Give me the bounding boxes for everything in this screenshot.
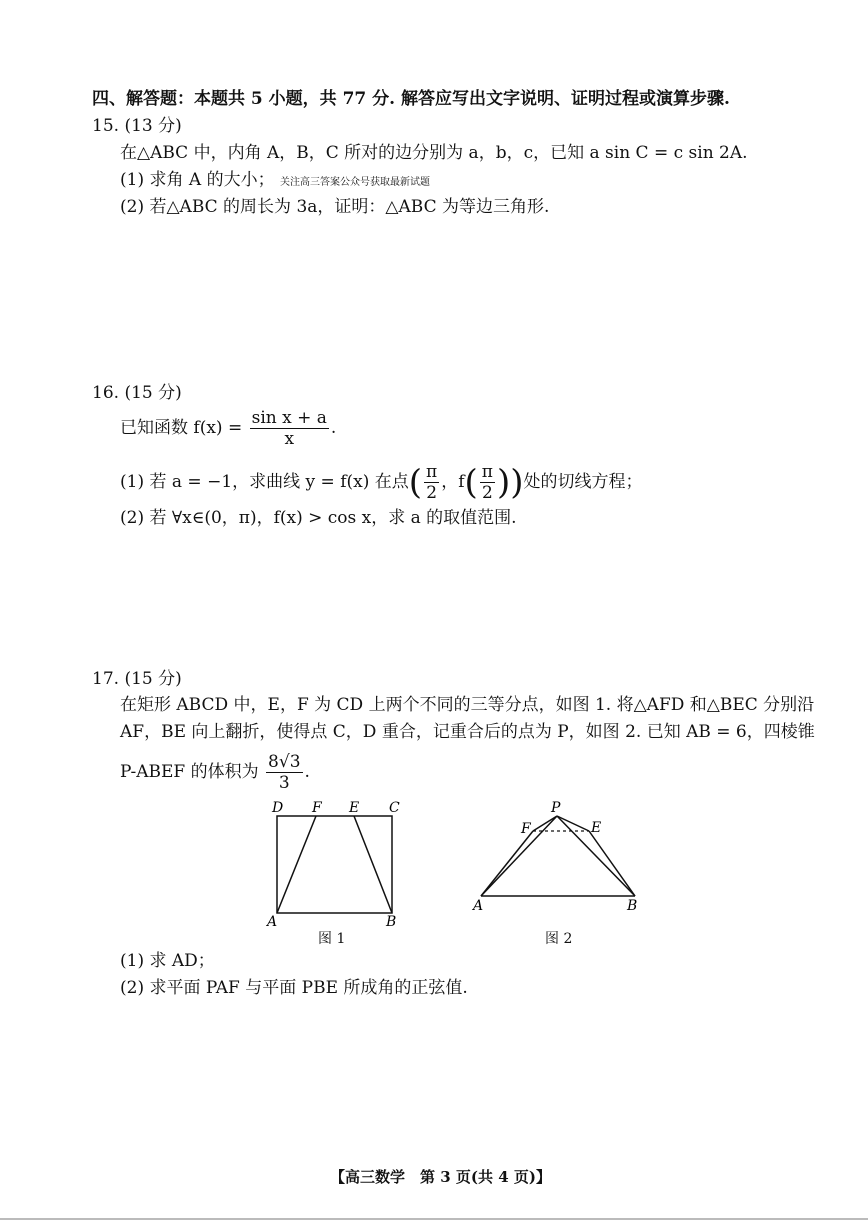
- label-f2: F: [521, 821, 531, 837]
- q17-label: 17. (15 分): [92, 669, 182, 689]
- label-p: P: [551, 800, 561, 816]
- edge-ap: [481, 816, 557, 896]
- segment-af: [277, 816, 316, 913]
- label-b2: B: [627, 898, 638, 914]
- q16-label: 16. (15 分): [92, 383, 182, 403]
- q16-function-fraction: [250, 408, 329, 449]
- page-footer: 【高三数学 第 3 页(共 4 页)】: [330, 1168, 551, 1186]
- q15-part1-text: (1) 求角 A 的大小；: [120, 170, 275, 190]
- q16-stem-prefix: 已知函数 f(x) =: [120, 418, 243, 438]
- volume-numerator: 8√3: [268, 752, 301, 772]
- q15-part2: (2) 若△ABC 的周长为 3a，证明：△ABC 为等边三角形.: [120, 197, 550, 217]
- label-a2: A: [473, 898, 484, 914]
- edge-be: [589, 831, 635, 896]
- q16-part1-prefix: (1) 若 a = −1，求曲线 y = f(x) 在点: [120, 472, 409, 492]
- label-c: C: [389, 800, 400, 816]
- bottom-divider: [0, 1218, 868, 1220]
- volume-denominator: 3: [278, 773, 290, 793]
- q17-line3-suffix: .: [304, 762, 310, 782]
- two-denominator-2: 2: [481, 483, 493, 503]
- label-f: F: [312, 800, 322, 816]
- q15-label: 15. (13 分): [92, 116, 182, 136]
- figure-1-rectangle-diagram: [260, 798, 410, 948]
- q16-point-x: [424, 462, 439, 503]
- q16-point-arg: [480, 462, 495, 503]
- q16-func-numerator: sin x + a: [251, 408, 327, 428]
- q17-part1: (1) 求 AD；: [120, 951, 215, 971]
- q16-stem: [120, 408, 336, 449]
- label-e2: E: [591, 820, 602, 836]
- q16-part1-suffix: 处的切线方程；: [523, 472, 643, 492]
- q17-line2: AF，BE 向上翻折，使得点 C，D 重合，记重合后的点为 P，如图 2. 已知 AB = 6，四棱锥: [120, 722, 815, 742]
- comma-f: ，f: [441, 472, 465, 492]
- section-header: 四、解答题：本题共 5 小题，共 77 分. 解答应写出文字说明、证明过程或演算步骤.: [92, 89, 730, 109]
- edge-af: [481, 831, 533, 896]
- right-paren-inner: ): [496, 462, 511, 503]
- figure-2-pyramid-diagram: [465, 798, 645, 918]
- rectangle-abcd: [277, 816, 392, 913]
- q17-line3: [120, 752, 310, 793]
- figure-2-caption: 图 2: [545, 931, 573, 947]
- two-denominator: 2: [426, 483, 438, 503]
- q15-stem: 在△ABC 中，内角 A，B，C 所对的边分别为 a，b，c，已知 a sin C = c sin 2A.: [120, 143, 748, 163]
- watermark-text: 关注高三答案公众号获取最新试题: [279, 177, 430, 188]
- q17-line1: 在矩形 ABCD 中，E，F 为 CD 上两个不同的三等分点，如图 1. 将△AFD 和△BEC 分别沿: [120, 695, 815, 715]
- right-paren: ): [510, 462, 524, 503]
- q16-stem-suffix: .: [330, 418, 337, 438]
- pi-numerator: π: [426, 462, 438, 482]
- q16-func-denominator: x: [284, 429, 295, 449]
- q16-part2: (2) 若 ∀x∈(0，π)，f(x) > cos x，求 a 的取值范围.: [120, 508, 517, 528]
- label-b: B: [386, 914, 397, 930]
- label-a: A: [267, 914, 278, 930]
- q17-line3-prefix: P-ABEF 的体积为: [120, 762, 259, 782]
- left-paren: (: [408, 462, 423, 503]
- pi-numerator-2: π: [481, 462, 493, 482]
- figure-1-caption: 图 1: [318, 931, 346, 947]
- q17-volume-fraction: [266, 752, 302, 793]
- segment-be: [354, 816, 392, 913]
- q16-part1: [120, 462, 642, 503]
- edge-ep: [557, 816, 589, 831]
- label-d: D: [272, 800, 284, 816]
- label-e: E: [349, 800, 360, 816]
- q15-part1: [120, 169, 430, 194]
- q17-part2: (2) 求平面 PAF 与平面 PBE 所成角的正弦值.: [120, 978, 468, 998]
- left-paren-inner: (: [464, 462, 478, 503]
